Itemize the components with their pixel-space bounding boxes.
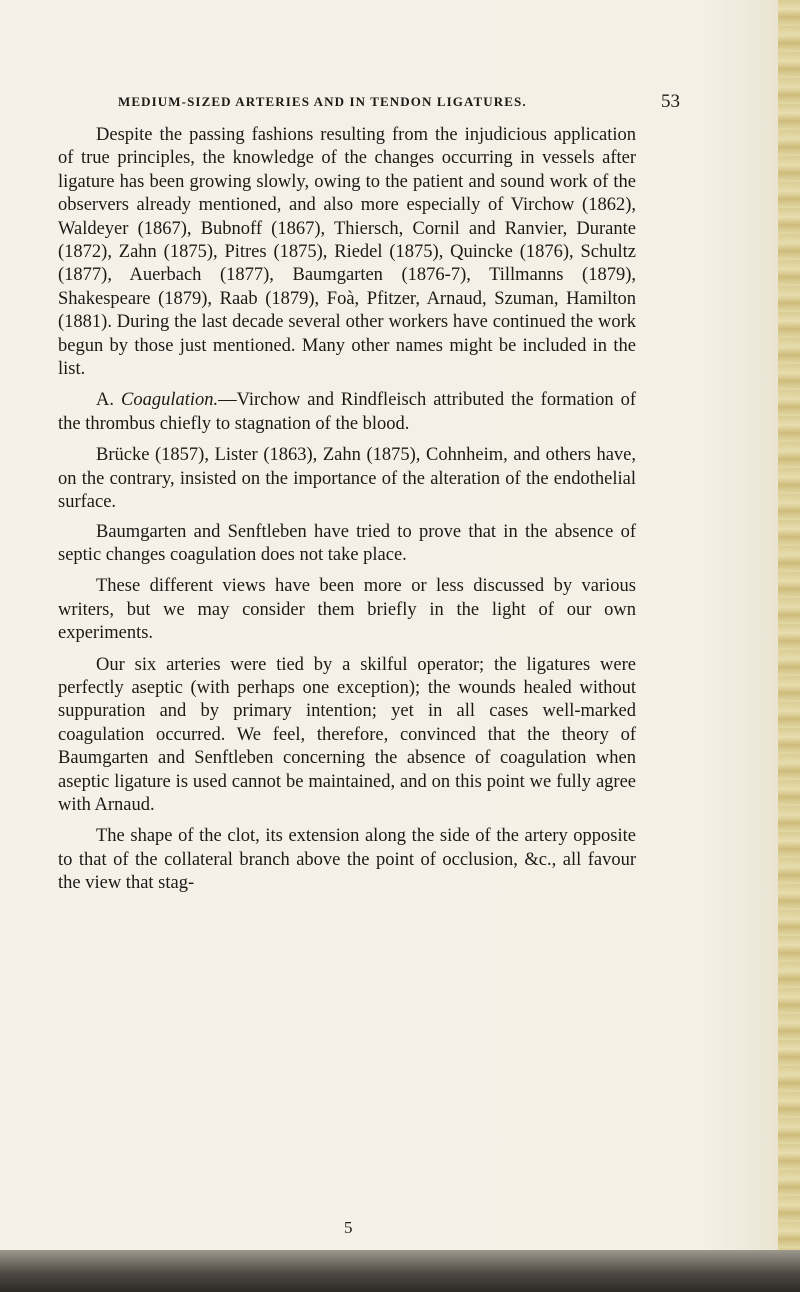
section-a-label: A. (96, 390, 114, 411)
page-edge-shadow (778, 0, 800, 1292)
page-header (100, 91, 680, 118)
section-a-title: Coagulation. (120, 390, 219, 411)
section-a-text: —Virchow and Rindfleisch attributed the formation of the thrombus chiefly to stagnation of the blood. (58, 390, 636, 434)
paragraph-brucke: Brücke (1857), Lister (1863), Zahn (1875), Cohnheim, and others have, on the contrary, insisted on the importance of the alteration of the endothelial surface. (58, 445, 636, 513)
body-text (58, 124, 636, 902)
paragraph-clot-shape: The shape of the clot, its extension along the side of the artery opposite to that of the collateral branch above the point of occlusion, &c., all favour the view that stag- (58, 826, 636, 894)
paragraph-experiments: Our six arteries were tied by a skilful operator; the ligatures were perfectly aseptic (with perhaps one exception); the wounds healed without suppuration and by primary intention; yet in all cases well-marked coagulation occurred. We feel, therefore, convinced that the theory of Baumgarten and Senftleben concerning the absence of coagulation when aseptic ligature is used cannot be maintained, and on this point we fully agree with Arnaud. (58, 654, 636, 815)
paragraph-baumgarten: Baumgarten and Senftleben have tried to prove that in the absence of septic changes coagulation does not take place. (58, 521, 636, 565)
paragraph-intro: Despite the passing fashions resulting from the injudicious application of true principles, the knowledge of the changes occurring in vessels after ligature has been growing slowly, owing to the patient and sound work of the observers already mentioned, and also more especially of Virchow (1862), Waldeyer (1867), Bubnoff (1867), Thiersch, Cornil and Ranvier, Durante (1872), Zahn (1875), Pitres (1875), Riedel (1875), Quincke (1876), Schultz (1877), Auerbach (1877), Baumgarten (1876-7), Tillmanns (1879), Shakespeare (1879), Raab (1879), Foà, Pfitzer, Arnaud, Szuman, Hamilton (1881). During the last decade several other workers have continued the work begun by those just mentioned. Many other names might be included in the list. (58, 125, 636, 380)
paragraph-views: These different views have been more or less discussed by various writers, but we may consider them briefly in the light of our own experiments. (58, 576, 636, 644)
section-a-paragraph (58, 389, 636, 436)
signature-mark: 5 (344, 1218, 353, 1237)
page-number: 53 (661, 91, 680, 112)
running-head: MEDIUM-SIZED ARTERIES AND IN TENDON LIGATURES. (118, 94, 527, 109)
page-bottom-edge (0, 1250, 800, 1292)
